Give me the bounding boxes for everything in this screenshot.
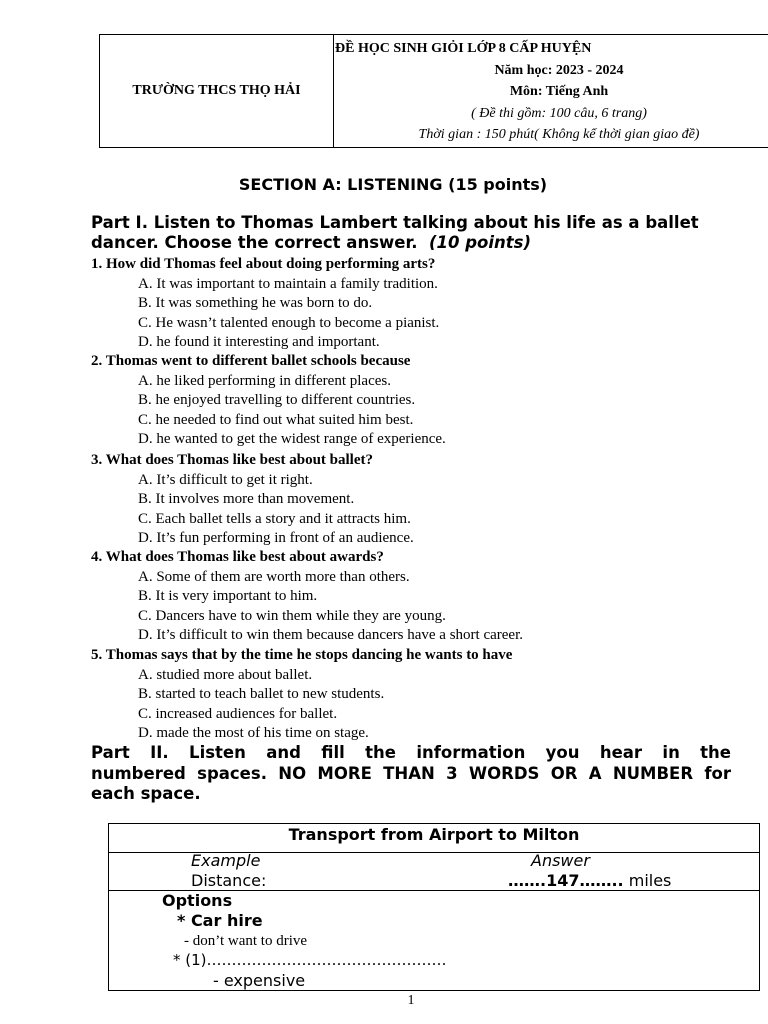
distance-label: Distance: xyxy=(191,871,267,890)
question-1-option-c: C. He wasn’t talented enough to become a pianist. xyxy=(138,314,440,331)
part1-instruction xyxy=(91,213,731,253)
question-5: 5. Thomas says that by the time he stops dancing he wants to have xyxy=(91,647,513,663)
question-3: 3. What does Thomas like best about ballet? xyxy=(91,452,373,468)
page-number: 1 xyxy=(407,993,415,1008)
question-1-option-d: D. he found it interesting and important. xyxy=(138,334,380,351)
question-2-option-a: A. he liked performing in different places. xyxy=(138,372,391,389)
car-hire: * Car hire xyxy=(177,911,263,930)
question-3-option-a: A. It’s difficult to get it right. xyxy=(138,471,313,488)
section-title: SECTION A: LISTENING (15 points) xyxy=(238,175,548,194)
part2-instruction xyxy=(91,743,731,805)
question-3-option-c: C. Each ballet tells a story and it attracts him. xyxy=(138,510,411,527)
question-2: 2. Thomas went to different ballet schools because xyxy=(91,353,411,369)
item1-note: - expensive xyxy=(213,971,306,990)
question-2-option-d: D. he wanted to get the widest range of experience. xyxy=(138,431,446,448)
distance-unit: miles xyxy=(628,871,672,890)
car-hire-note: - don’t want to drive xyxy=(184,933,308,949)
item1-blank: * (1)………………………………………… xyxy=(173,951,447,969)
part2-line1: Part II. Listen and fill the information you hear in the xyxy=(91,743,731,762)
part1-text: Part I. Listen to Thomas Lambert talking about his life as a ballet dancer. Choose the correct answer. xyxy=(91,213,699,252)
example-label: Example xyxy=(191,851,261,870)
school-year: Năm học: 2023 - 2024 xyxy=(494,62,624,78)
subject: Môn: Tiếng Anh xyxy=(509,84,609,99)
table-title: Transport from Airport to Milton xyxy=(109,824,759,853)
question-5-option-d: D. made the most of his time on stage. xyxy=(138,725,369,742)
question-3-option-d: D. It’s fun performing in front of an audience. xyxy=(138,530,414,547)
question-4-option-d: D. It’s difficult to win them because dancers have a short career. xyxy=(138,627,523,644)
options-label: Options xyxy=(162,891,233,910)
question-1-option-a: A. It was important to maintain a family tradition. xyxy=(138,275,438,292)
pages-info: ( Đề thi gồm: 100 câu, 6 trang) xyxy=(471,105,647,121)
time-info: Thời gian : 150 phút( Không kể thời gian giao đề) xyxy=(418,127,700,142)
distance-answer xyxy=(508,871,671,890)
school-name: TRƯỜNG THCS THỌ HẢI xyxy=(100,35,334,147)
question-2-option-c: C. he needed to find out what suited him best. xyxy=(138,411,414,428)
question-4-option-c: C. Dancers have to win them while they are young. xyxy=(138,607,446,624)
question-4-option-a: A. Some of them are worth more than others. xyxy=(138,568,410,585)
question-5-option-c: C. increased audiences for ballet. xyxy=(138,705,338,722)
question-5-option-b: B. started to teach ballet to new students. xyxy=(138,686,385,703)
transport-table xyxy=(108,823,760,991)
question-4: 4. What does Thomas like best about awards? xyxy=(91,549,384,565)
header-table xyxy=(99,34,768,148)
answer-label: Answer xyxy=(531,851,590,870)
part1-points: (10 points) xyxy=(429,233,532,252)
distance-value: …….147…….. xyxy=(508,871,624,890)
question-1: 1. How did Thomas feel about doing performing arts? xyxy=(91,256,436,272)
question-2-option-b: B. he enjoyed travelling to different countries. xyxy=(138,392,416,409)
exam-info xyxy=(334,35,768,147)
part2-line3: each space. xyxy=(91,784,201,803)
question-3-option-b: B. It involves more than movement. xyxy=(138,491,355,508)
question-5-option-a: A. studied more about ballet. xyxy=(138,666,313,683)
part2-line2: numbered spaces. NO MORE THAN 3 WORDS OR A NUMBER for xyxy=(91,763,731,783)
question-1-option-b: B. It was something he was born to do. xyxy=(138,295,373,312)
exam-title: ĐỀ HỌC SINH GIỎI LỚP 8 CẤP HUYỆN xyxy=(335,41,592,56)
question-4-option-b: B. It is very important to him. xyxy=(138,588,318,605)
